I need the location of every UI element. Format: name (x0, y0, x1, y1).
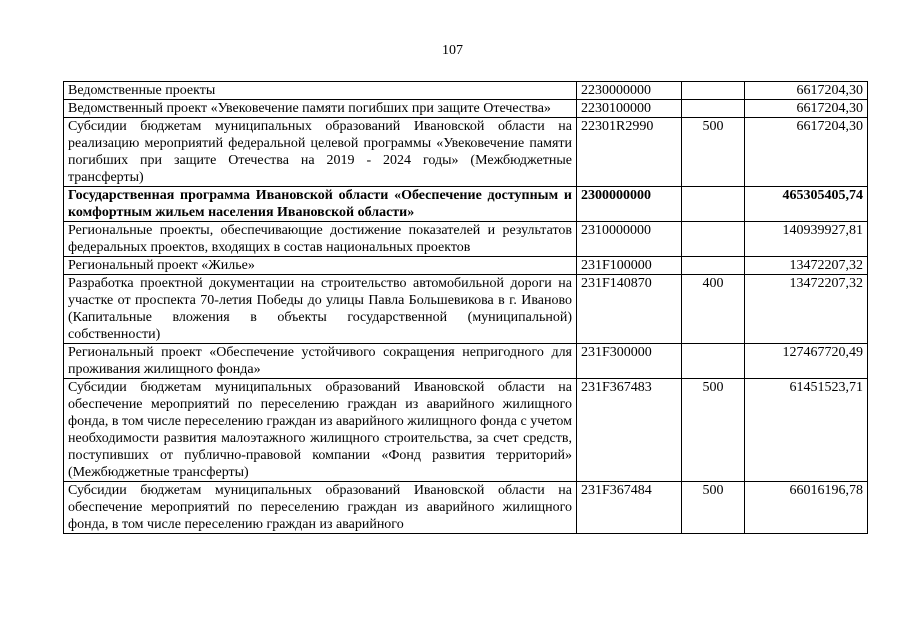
name-cell: Региональные проекты, обеспечивающие достижение показателей и результатов федеральных проектов, входящих в состав национальных проектов (64, 222, 577, 257)
expense-type-cell (682, 100, 745, 118)
table-row (64, 118, 868, 187)
code-cell: 231F300000 (577, 344, 682, 379)
expense-type-cell: 400 (682, 275, 745, 344)
sum-cell: 6617204,30 (745, 82, 868, 100)
sum-cell: 6617204,30 (745, 100, 868, 118)
expense-type-cell (682, 344, 745, 379)
expense-type-cell: 500 (682, 118, 745, 187)
budget-table (63, 81, 868, 534)
table-row (64, 82, 868, 100)
sum-cell: 6617204,30 (745, 118, 868, 187)
code-cell: 2230100000 (577, 100, 682, 118)
table-row (64, 100, 868, 118)
name-cell: Ведомственный проект «Увековечение памяти погибших при защите Отечества» (64, 100, 577, 118)
name-cell: Субсидии бюджетам муниципальных образований Ивановской области на реализацию мероприятий федеральной целевой программы «Увековечение памяти погибших при защите Отечества на 2019 - 2024 годы» (Межбюджетные трансферты) (64, 118, 577, 187)
code-cell: 231F367483 (577, 379, 682, 482)
code-cell: 2300000000 (577, 187, 682, 222)
code-cell: 231F100000 (577, 257, 682, 275)
sum-cell: 465305405,74 (745, 187, 868, 222)
sum-cell: 13472207,32 (745, 257, 868, 275)
table-row (64, 257, 868, 275)
table-row (64, 275, 868, 344)
table-row (64, 222, 868, 257)
name-cell: Ведомственные проекты (64, 82, 577, 100)
code-cell: 22301R2990 (577, 118, 682, 187)
expense-type-cell: 500 (682, 379, 745, 482)
name-cell: Разработка проектной документации на строительство автомобильной дороги на участке от проспекта 70-летия Победы до улицы Павла Большевикова в г. Иваново (Капитальные вложения в объекты государственной (муниципальной) собственности) (64, 275, 577, 344)
budget-table-body (64, 82, 868, 534)
expense-type-cell (682, 222, 745, 257)
name-cell: Субсидии бюджетам муниципальных образований Ивановской области на обеспечение мероприятий по переселению граждан из аварийного жилищного фонда, в том числе переселению граждан из аварийного (64, 482, 577, 534)
code-cell: 231F367484 (577, 482, 682, 534)
table-row (64, 379, 868, 482)
sum-cell: 140939927,81 (745, 222, 868, 257)
sum-cell: 127467720,49 (745, 344, 868, 379)
page-number: 107 (442, 43, 463, 58)
table-row (64, 187, 868, 222)
code-cell: 231F140870 (577, 275, 682, 344)
name-cell: Региональный проект «Жилье» (64, 257, 577, 275)
sum-cell: 13472207,32 (745, 275, 868, 344)
sum-cell: 61451523,71 (745, 379, 868, 482)
table-row (64, 344, 868, 379)
name-cell: Региональный проект «Обеспечение устойчивого сокращения непригодного для проживания жилищного фонда» (64, 344, 577, 379)
expense-type-cell (682, 82, 745, 100)
table-row (64, 482, 868, 534)
code-cell: 2310000000 (577, 222, 682, 257)
expense-type-cell (682, 257, 745, 275)
code-cell: 2230000000 (577, 82, 682, 100)
expense-type-cell: 500 (682, 482, 745, 534)
name-cell: Субсидии бюджетам муниципальных образований Ивановской области на обеспечение мероприятий по переселению граждан из аварийного жилищного фонда, в том числе переселению граждан из аварийного жилищного фонда с учетом необходимости развития малоэтажного жилищного строительства, за счет средств, поступивших от публично-правовой компании «Фонд развития территорий» (Межбюджетные трансферты) (64, 379, 577, 482)
expense-type-cell (682, 187, 745, 222)
name-cell: Государственная программа Ивановской области «Обеспечение доступным и комфортным жильем населения Ивановской области» (64, 187, 577, 222)
sum-cell: 66016196,78 (745, 482, 868, 534)
